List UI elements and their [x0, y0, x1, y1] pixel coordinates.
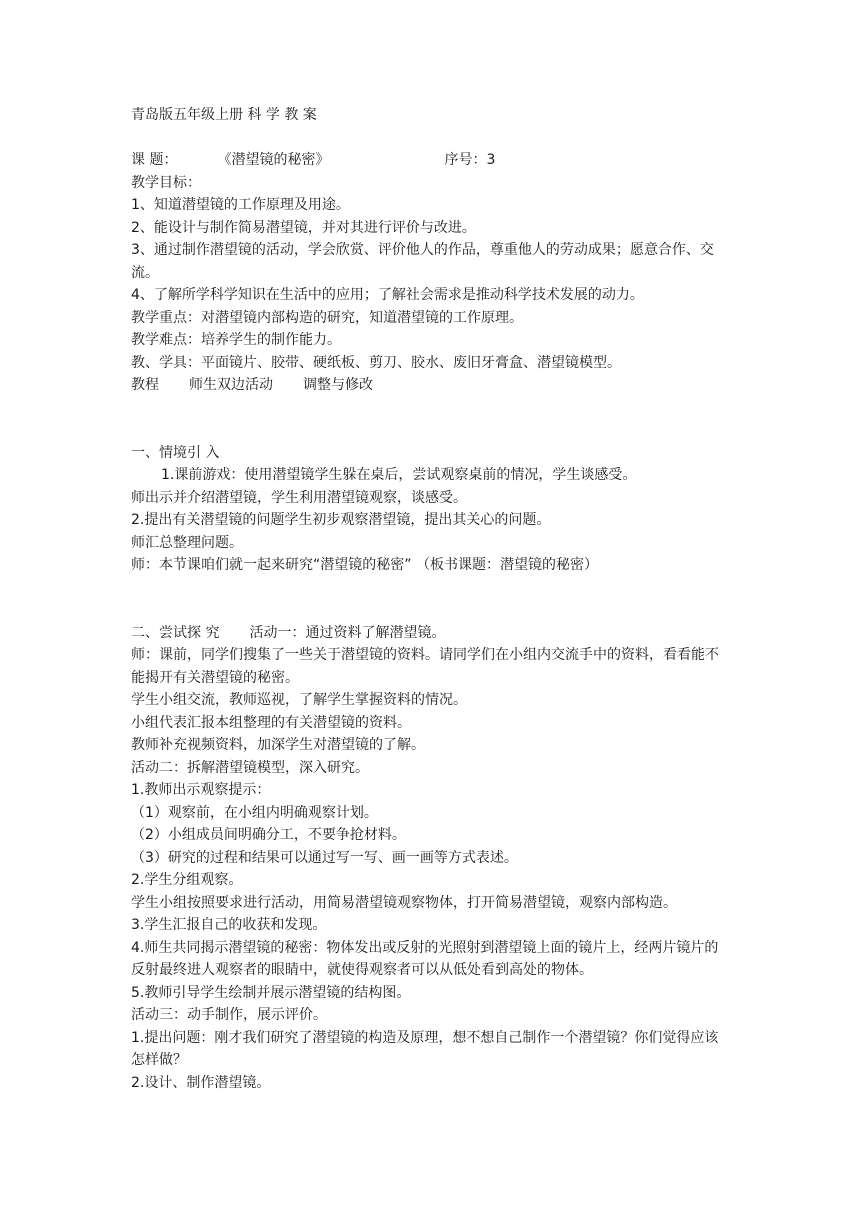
section2-line: 师：课前，同学们搜集了一些关于潜望镜的资料。请同学们在小组内交流手中的资料，看看能不能揭开有关潜望镜的秘密。 — [131, 647, 719, 686]
section2-heading-row — [131, 622, 731, 645]
goal-item: 1、知道潜望镜的工作原理及用途。 — [131, 197, 350, 213]
section1-line: 2.提出有关潜望镜的问题学生初步观察潜望镜，提出其关心的问题。 — [131, 512, 551, 528]
key-point: 教学重点：对潜望镜内部构造的研究，知道潜望镜的工作原理。 — [131, 309, 523, 326]
section1-line: 师出示并介绍潜望镜，学生利用潜望镜观察，谈感受。 — [131, 489, 467, 506]
section2-line: （2）小组成员间明确分工，不要争抢材料。 — [131, 827, 406, 843]
serial-label: 序号：3 — [444, 152, 496, 168]
section2-line: 3.学生汇报自己的收获和发现。 — [131, 917, 327, 933]
section2-line: 教师补充视频资料，加深学生对潜望镜的了解。 — [131, 737, 425, 753]
goals-heading: 教学目标： — [131, 174, 201, 191]
section2-line: 1.教师出示观察提示： — [131, 782, 271, 798]
section2-line: （1）观察前，在小组内明确观察计划。 — [131, 804, 378, 821]
lesson-name: 《潜望镜的秘密》 — [217, 152, 330, 168]
lesson-row — [131, 149, 731, 172]
section2-heading: 二、尝试探 究 — [131, 624, 220, 641]
section1-line: 师汇总整理问题。 — [131, 534, 243, 551]
table-head-col3: 调整与修改 — [303, 377, 373, 393]
section2-line: 4.师生共同揭示潜望镜的秘密：物体发出或反射的光照射到潜望镜上面的镜片上，经两片镜片的反射最终进人观察者的眼睛中，就使得观察者可以从低处看到高处的物体。 — [131, 939, 719, 978]
section2-line: 活动三：动手制作，展示评价。 — [131, 1007, 327, 1023]
spacer — [131, 127, 731, 150]
section2-line: 2.设计、制作潜望镜。 — [131, 1074, 271, 1091]
section2-line: （3）研究的过程和结果可以通过写一写、画一画等方式表述。 — [131, 849, 518, 866]
table-head-col2: 师生双边活动 — [189, 377, 273, 393]
spacer — [131, 577, 731, 622]
doc-title: 青岛版五年级上册 科 学 教 案 — [131, 107, 317, 123]
table-head — [131, 374, 731, 397]
section2-line: 学生小组交流，教师巡视，了解学生掌握资料的情况。 — [131, 692, 467, 708]
section1-heading: 一、情境引 入 — [131, 444, 220, 461]
goal-item: 2、能设计与制作简易潜望镜，并对其进行评价与改进。 — [131, 219, 476, 236]
section2-line: 小组代表汇报本组整理的有关潜望镜的资料。 — [131, 714, 411, 731]
section2-line: 5.教师引导学生绘制并展示潜望镜的结构图。 — [131, 984, 411, 1001]
goal-item: 4、了解所学科学知识在生活中的应用；了解社会需求是推动科学技术发展的动力。 — [131, 287, 644, 303]
materials: 教、学具：平面镜片、胶带、硬纸板、剪刀、胶水、废旧牙膏盒、潜望镜模型。 — [131, 354, 621, 371]
table-head-col1: 教程 — [131, 377, 159, 393]
activity1: 活动一：通过资料了解潜望镜。 — [249, 624, 446, 641]
section1-line: 1.课前游戏：使用潜望镜学生躲在桌后，尝试观察桌前的情况，学生谈感受。 — [161, 467, 637, 483]
document-page — [131, 104, 731, 1094]
section1-line: 师：本节课咱们就一起来研究“潜望镜的秘密” （板书课题：潜望镜的秘密） — [131, 557, 598, 573]
section2-line: 学生小组按照要求进行活动，用简易潜望镜观察物体，打开简易潜望镜，观察内部构造。 — [131, 894, 677, 911]
goal-item: 3、通过制作潜望镜的活动，学会欣赏、评价他人的作品，尊重他人的劳动成果；愿意合作、交流。 — [131, 242, 714, 281]
section2-line: 1.提出问题：刚才我们研究了潜望镜的构造及原理，想不想自己制作一个潜望镜？你们觉得应该怎样做？ — [131, 1029, 719, 1068]
section2-line: 2.学生分组观察。 — [131, 872, 243, 888]
lesson-label: 课 题： — [131, 152, 178, 168]
section2-line: 活动二：拆解潜望镜模型，深入研究。 — [131, 759, 369, 776]
difficulty: 教学难点：培养学生的制作能力。 — [131, 332, 341, 348]
spacer — [131, 397, 731, 442]
